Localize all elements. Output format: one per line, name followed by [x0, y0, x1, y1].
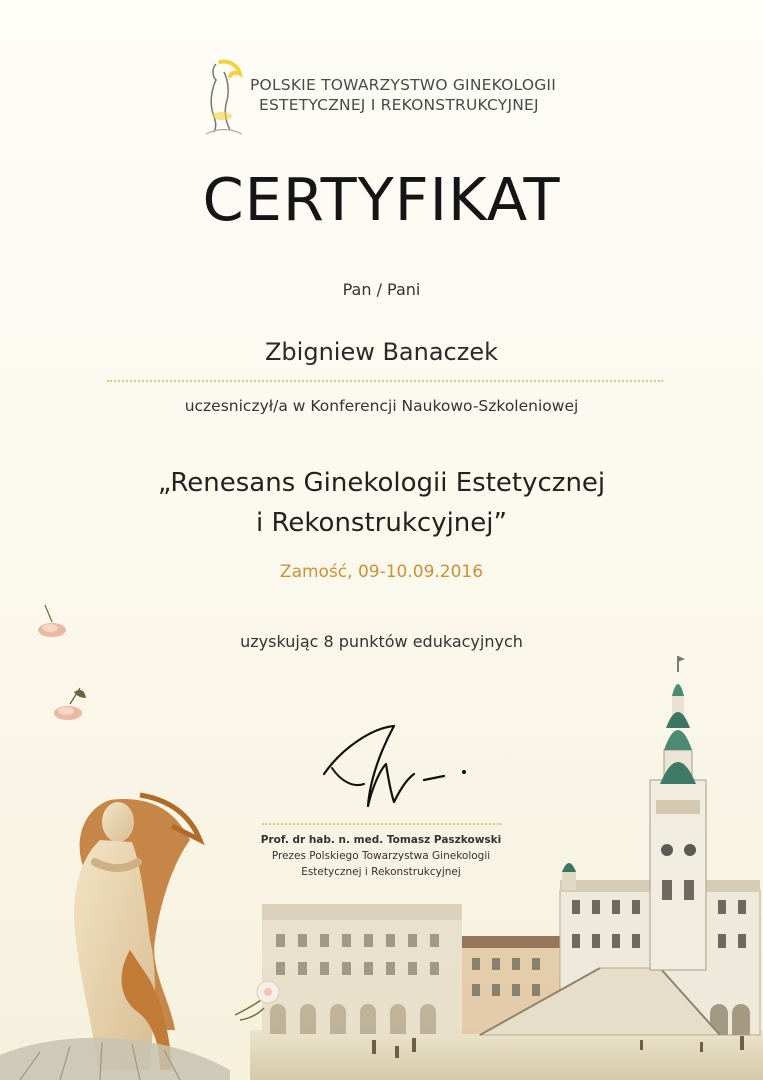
- participation-text: uczesniczył/a w Konferencji Naukowo-Szkoleniowej: [184, 397, 579, 415]
- organization-logo: [200, 58, 580, 138]
- flower-left-bottom: [54, 688, 86, 720]
- conference-title: [0, 463, 763, 543]
- salutation: Pan / Pani: [342, 280, 421, 299]
- signatory-role-line1: Prezes Polskiego Towarzystwa Ginekologii: [271, 850, 491, 862]
- organization-name-line1: POLSKIE TOWARZYSTWO GINEKOLOGII: [250, 76, 556, 94]
- venus-figure: [0, 795, 230, 1080]
- education-points: uzyskując 8 punktów edukacyjnych: [240, 632, 523, 651]
- recipient-name: Zbigniew Banaczek: [264, 338, 499, 366]
- signatory-role-line2: Estetycznej i Rekonstrukcyjnej: [301, 866, 461, 878]
- signatory-block: [200, 832, 562, 880]
- certificate-title: CERTYFIKAT: [202, 165, 561, 234]
- conference-title-line1: „Renesans Ginekologii Estetycznej: [157, 468, 606, 498]
- place-date: Zamość, 09-10.09.2016: [279, 562, 484, 582]
- organization-name: [250, 75, 580, 115]
- conference-title-line2: i Rekonstrukcyjnej”: [256, 508, 507, 538]
- organization-name-line2: ESTETYCZNEJ I REKONSTRUKCYJNEJ: [259, 96, 539, 114]
- signatory-name: Prof. dr hab. n. med. Tomasz Paszkowski: [260, 834, 502, 846]
- signature-dotted-line: [262, 823, 502, 825]
- recipient-dotted-line: [107, 380, 663, 382]
- venus-logo-icon: [200, 58, 246, 138]
- signature-mark: [312, 718, 482, 813]
